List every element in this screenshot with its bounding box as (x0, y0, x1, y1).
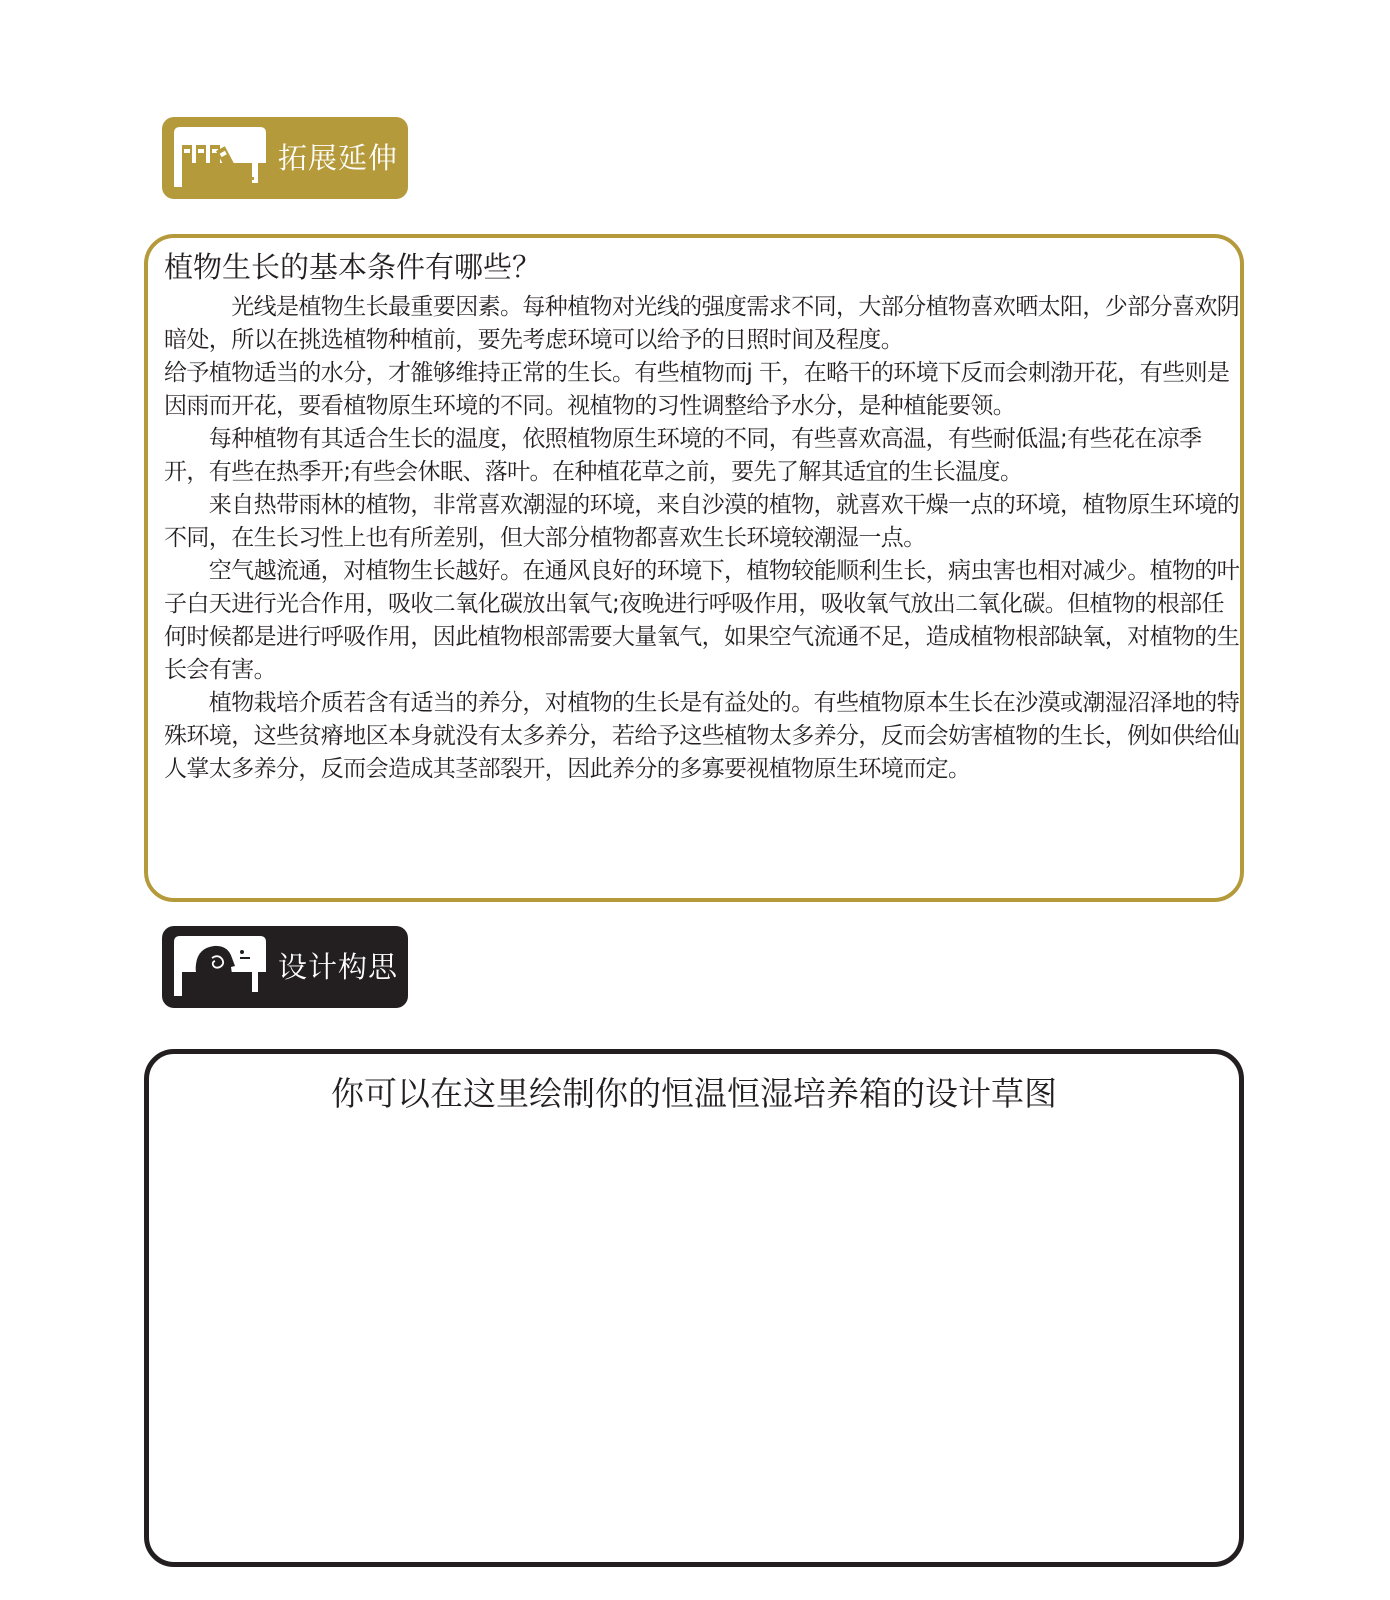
binders-and-pen-icon (168, 123, 268, 191)
design-sketch-area[interactable] (144, 1049, 1244, 1567)
sketch-area-title: 你可以在这里绘制你的恒温恒湿培养箱的设计草图 (331, 1074, 1057, 1113)
paragraph-temperature: 每种植物有其适合生长的温度，依照植物原生环境的不同，有些喜欢高温，有些耐低温;有些花在凉季开，有些在热季开;有些会休眠、落叶。在种植花草之前，要先了解其适宜的生长温度。 (164, 426, 1202, 485)
paragraph-humidity: 来自热带雨林的植物，非常喜欢潮湿的环境，来自沙漠的植物，就喜欢干燥一点的环境，植物原生环境的不同，在生长习性上也有所差别，但大部分植物都喜欢生长环境较潮湿一点。 (164, 492, 1240, 551)
paragraph-nutrients: 植物栽培介质若含有适当的养分，对植物的生长是有益处的。有些植物原本生长在沙漠或潮湿沼泽地的特殊环境，这些贫瘠地区本身就没有太多养分，若给予这些植物太多养分，反而会妨害植物的生长，例如供给仙人掌太多养分，反而会造成其茎部裂开，因此养分的多寡要视植物原生环境而定。 (164, 690, 1240, 782)
design-section-header (162, 926, 408, 1008)
extension-section-label: 拓展延伸 (278, 141, 399, 175)
thinking-head-icon (168, 932, 268, 1000)
paragraph-water: 给予植物适当的水分，才雒够维持正常的生长。有些植物而j 干，在略干的环境下反而会刺渤开花，有些则是因雨而开花，要看植物原生环境的不同。视植物的习性调整给予水分，是种植能要领。 (164, 360, 1230, 419)
info-box-title: 植物生长的基本条件有哪些？ (164, 250, 542, 284)
paragraph-light: 光线是植物生长最重要因素。每种植物对光线的强度需求不同，大部分植物喜欢晒太阳，少部分喜欢阴暗处，所以在挑选植物种植前，要先考虑环境可以给予的日照时间及程度。 (164, 294, 1240, 353)
design-section-label: 设计构思 (278, 950, 399, 984)
plant-growth-info-box (144, 234, 1244, 902)
extension-section-header (162, 117, 408, 199)
paragraph-air: 空气越流通，对植物生长越好。在通风良好的环境下，植物较能顺利生长，病虫害也相对减少。植物的叶子白天进行光合作用，吸收二氧化碳放出氧气;夜晚进行呼吸作用，吸收氧气放出二氧化碳。但植物的根部任何时候都是进行呼吸作用，因此植物根部需要大量氧气，如果空气流通不足，造成植物根部缺氧，对植物的生长会有害。 (164, 558, 1240, 683)
